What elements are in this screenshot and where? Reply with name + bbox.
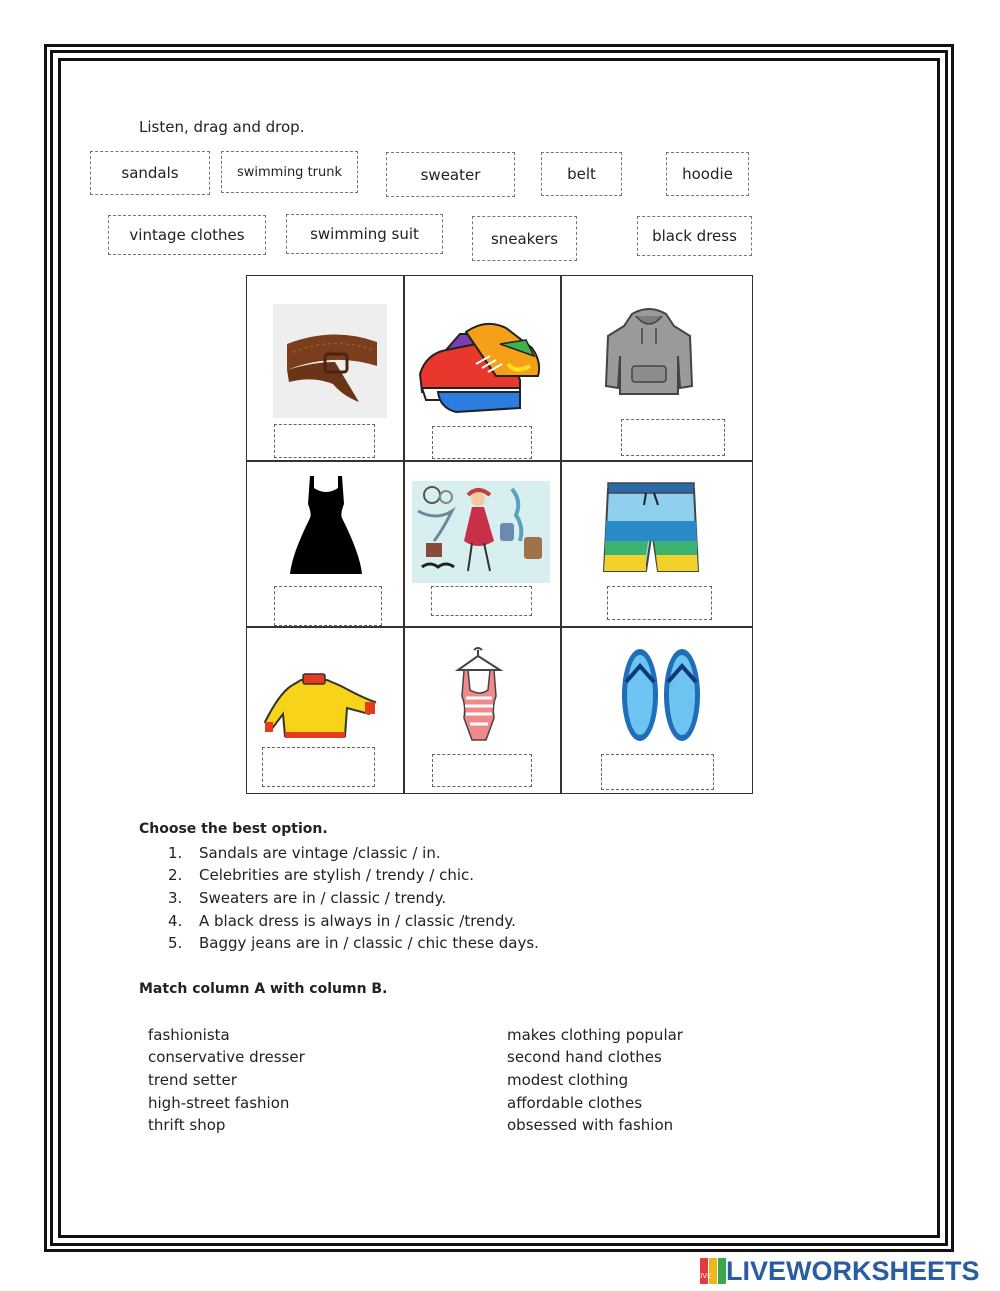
column-b-item: affordable clothes: [507, 1094, 643, 1112]
column-a-item: fashionista: [148, 1026, 230, 1044]
hoodie-icon: [602, 306, 696, 398]
word-chip-sneakers[interactable]: sneakers: [472, 216, 577, 261]
drop-zone-belt[interactable]: [274, 424, 375, 458]
choose-item-number: 3.: [168, 889, 183, 907]
choose-item-text: Sandals are vintage /classic / in.: [199, 844, 441, 862]
drop-zone-sneakers[interactable]: [432, 426, 532, 459]
sneakers-icon: [416, 304, 546, 419]
column-a-item: conservative dresser: [148, 1048, 305, 1066]
word-chip-sandals[interactable]: sandals: [90, 151, 210, 195]
grid-divider: [247, 626, 752, 628]
column-a-item: trend setter: [148, 1071, 237, 1089]
column-b-item: obsessed with fashion: [507, 1116, 674, 1134]
grid-divider: [560, 276, 562, 793]
word-chip-swimming-suit[interactable]: swimming suit: [286, 214, 443, 254]
column-b-item: modest clothing: [507, 1071, 629, 1089]
word-chip-sweater[interactable]: sweater: [386, 152, 515, 197]
choose-item-text: A black dress is always in / classic /trendy.: [199, 912, 516, 930]
match-heading: Match column A with column B.: [139, 981, 388, 997]
liveworksheets-logo: [696, 1255, 980, 1286]
choose-item-text: Celebrities are stylish / trendy / chic.: [199, 866, 475, 884]
choose-heading: Choose the best option.: [139, 821, 328, 837]
grid-divider: [247, 460, 752, 462]
swimming-trunk-icon: [602, 477, 700, 575]
choose-item-number: 5.: [168, 934, 183, 952]
choose-item-number: 4.: [168, 912, 183, 930]
drop-zone-black-dress[interactable]: [274, 586, 382, 626]
logo-badge-text: LIVE: [696, 1272, 712, 1280]
vintage-clothes-icon: [412, 481, 550, 583]
choose-item-text: Sweaters are in / classic / trendy.: [199, 889, 447, 907]
word-chip-belt[interactable]: belt: [541, 152, 622, 196]
drop-zone-swimming-suit[interactable]: [432, 754, 532, 787]
drop-zone-sweater[interactable]: [262, 747, 375, 787]
drop-zone-hoodie[interactable]: [621, 419, 725, 456]
grid-divider: [403, 276, 405, 793]
word-chip-vintage-clothes[interactable]: vintage clothes: [108, 215, 266, 255]
instruction-text: Listen, drag and drop.: [139, 118, 305, 136]
column-a-item: high-street fashion: [148, 1094, 290, 1112]
logo-text: LIVEWORKSHEETS: [726, 1255, 980, 1286]
logo-badge-icon: [696, 1258, 726, 1284]
drop-zone-sandals[interactable]: [601, 754, 714, 790]
belt-icon: [273, 304, 387, 418]
word-chip-swimming-trunk[interactable]: swimming trunk: [221, 151, 358, 193]
swimming-suit-icon: [452, 648, 506, 744]
word-chip-hoodie[interactable]: hoodie: [666, 152, 749, 196]
column-b-item: makes clothing popular: [507, 1026, 683, 1044]
drop-zone-swimming-trunk[interactable]: [607, 586, 712, 620]
word-chip-black-dress[interactable]: black dress: [637, 216, 752, 256]
choose-item-text: Baggy jeans are in / classic / chic these days.: [199, 934, 539, 952]
choose-item-number: 1.: [168, 844, 183, 862]
sweater-icon: [265, 674, 377, 740]
black-dress-icon: [290, 474, 362, 578]
choose-item-number: 2.: [168, 866, 183, 884]
column-b-item: second hand clothes: [507, 1048, 662, 1066]
drop-zone-vintage-clothes[interactable]: [431, 586, 532, 616]
column-a-item: thrift shop: [148, 1116, 226, 1134]
sandals-icon: [620, 646, 702, 744]
